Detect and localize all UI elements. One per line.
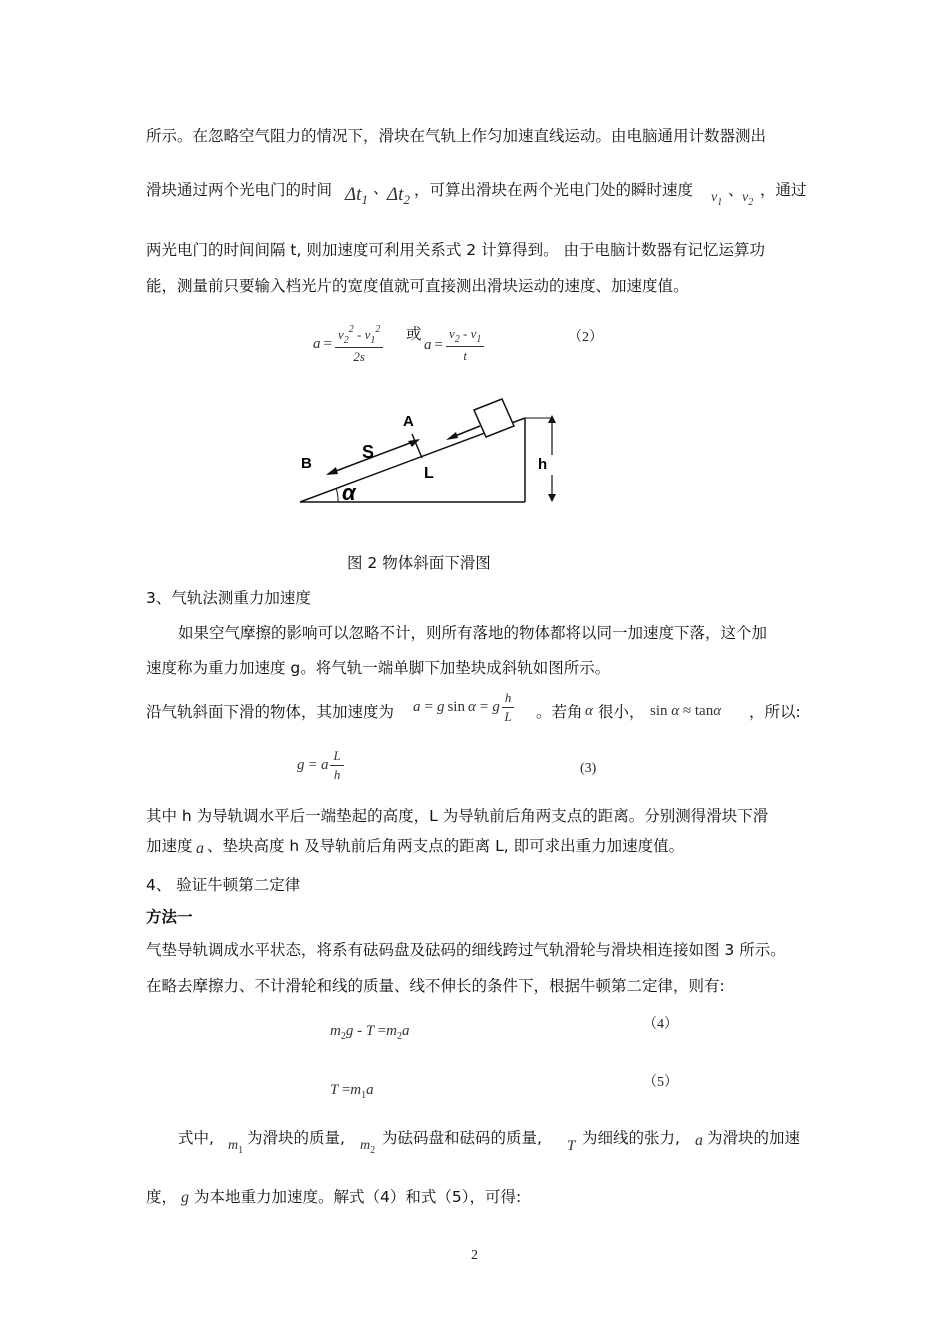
label-l: L [424,465,434,482]
paragraph-text: 式中, [178,1129,214,1147]
section-heading: 3、气轨法测重力加速度 [146,589,311,607]
incline-diagram [290,390,580,525]
equation-4: $m_2g - T =m_2a$ [330,1023,410,1042]
alpha-symbol: α [585,703,593,719]
v1-symbol: $v_1$ [711,190,723,208]
equation-number: （4） [643,1017,678,1032]
paragraph-line: 滑块通过两个光电门的时间 [146,181,333,199]
paragraph-text: 很小， [598,703,645,721]
paragraph-text: ，可算出滑块在两个光电门处的瞬时速度 [414,181,694,199]
figure-caption: 图 2 物体斜面下滑图 [347,554,491,572]
label-s: S [362,442,375,462]
slider-block [474,399,514,437]
paragraph-text: 度， [146,1188,178,1206]
paragraph-text: 沿气轨斜面下滑的物体，其加速度为 [146,703,395,721]
delta-t2-symbol: $\Delta t_2$ [387,184,410,207]
separator: 、 [373,179,389,197]
page-number: 2 [471,1248,478,1263]
paragraph-line: 能，测量前只要输入档光片的宽度值就可直接测出滑块运动的速度、加速度值。 [146,277,689,295]
s-arrowhead-right [408,439,420,447]
paragraph-line: 如果空气摩擦的影响可以忽略不计，则所有落地的物体都将以同一加速度下落，这个加 [178,624,768,642]
method-heading: 方法一 [146,908,193,926]
acceleration-expression: a = g sin α = g $\frac{h}{L}$ [413,690,514,725]
equation-2-alt: a = $\frac{v_2 - v_1}{t}$ [424,326,484,364]
paragraph-text: ，所以: [749,703,801,721]
motion-arrowhead [446,432,458,440]
g-symbol: g [181,1189,189,1206]
paragraph-line: 所示。在忽略空气阻力的情况下，滑块在气轨上作匀加速直线运动。由电脑通用计数器测出 [146,127,767,145]
equation-number: （2） [568,330,603,345]
equation-2: a = $\frac{v_2^2 - v_1^2}{2s}$ [313,324,383,365]
a-symbol: a [196,840,204,857]
equation-5: $T =m_1a$ [330,1082,374,1101]
or-label: 或 [406,325,422,343]
t-symbol: T [567,1138,576,1154]
paragraph-text: 。若角 [536,703,583,721]
paragraph-text: 为细线的张力, [582,1129,680,1147]
paragraph-text: 为砝码盘和砝码的质量, [382,1129,542,1147]
v2-symbol: $v_2$ [742,190,754,208]
a-symbol: a [695,1132,703,1149]
section-heading: 4、 验证牛顿第二定律 [146,876,301,894]
paragraph-line: 两光电门的时间间隔 t, 则加速度可利用关系式 2 计算得到。 由于电脑计数器有记忆运算功 [146,241,766,259]
paragraph-line: 气垫导轨调成水平状态，将系有砝码盘及砝码的细线跨过气轨滑轮与滑块相连接如图 3 所示。 [146,941,786,959]
s-arrowhead-left [326,467,338,475]
paragraph-text: 为滑块的加速 [707,1129,801,1147]
h-arrowhead-up [548,415,556,423]
paragraph-line: 速度称为重力加速度 g。将气轨一端单脚下加垫块成斜轨如图所示。 [146,659,611,677]
paragraph-text: ，通过 [760,181,807,199]
angle-arc [336,488,338,502]
paragraph-text: 、垫块高度 h 及导轨前后角两支点的距离 L, 即可求出重力加速度值。 [207,837,685,855]
equation-number: (3) [580,761,597,776]
label-b: B [301,455,312,472]
label-alpha: α [342,480,356,505]
equation-3: g = a $\frac{L}{h}$ [297,748,344,783]
paragraph-line: 在略去摩擦力、不计滑轮和线的质量、线不伸长的条件下，根据牛顿第二定律，则有: [146,977,725,995]
paragraph-text: 为本地重力加速度。解式（4）和式（5），可得: [194,1188,522,1206]
paragraph-text: 为滑块的质量, [247,1129,345,1147]
separator: 、 [728,181,744,199]
m1-symbol: $m_1$ [228,1138,244,1156]
small-angle-approx: sin α ≈ tanα [650,703,722,719]
m2-symbol: $m_2$ [360,1138,376,1156]
paragraph-line: 其中 h 为导轨调水平后一端垫起的高度，L 为导轨前后角两支点的距离。分别测得滑块下滑 [146,807,769,825]
label-a: A [403,413,414,430]
paragraph-text: 加速度 [146,837,193,855]
label-h: h [538,456,548,473]
gate-a-marker [412,434,422,458]
delta-t1-symbol: $\Delta t_1$ [345,184,368,207]
equation-number: （5） [643,1075,678,1090]
h-arrowhead-down [548,494,556,502]
